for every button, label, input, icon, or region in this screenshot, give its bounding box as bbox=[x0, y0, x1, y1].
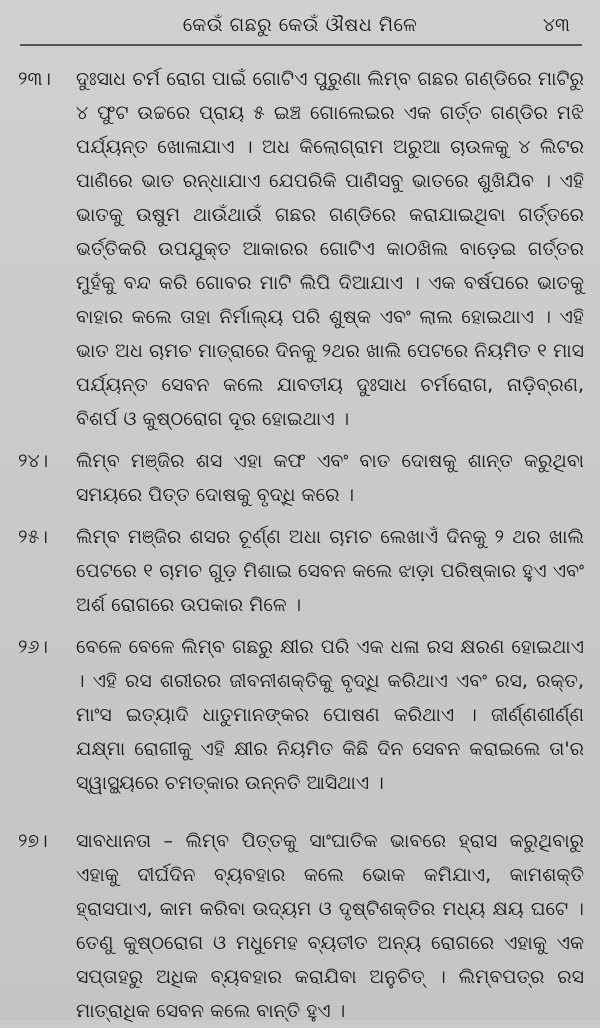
entry-number: ୨୪। bbox=[18, 450, 49, 472]
page-number: ୪୩ bbox=[542, 14, 570, 36]
entry-text: ଲିମ୍ବ ମଞ୍ଜିର ଶସ ଏହା କଫ ଏବଂ ବାତ ଦୋଷକୁ ଶାନ୍ତ କରୁଥିବା ସମୟରେ ପିତ୍ତ ଦୋଷକୁ ବୃଦ୍ଧି କରେ । bbox=[76, 450, 584, 506]
entry-text: ସାବଧାନତା – ଲିମ୍ବ ପିତ୍ତକୁ ସାଂଘାତିକ ଭାବରେ ହ୍ରାସ କରୁଥିବାରୁ ଏହାକୁ ଦୀର୍ଘଦିନ ବ୍ୟବହାର କଲେ ଭୋକ କମିଯାଏ, କାମଶକ୍ତି ହ୍ରାସପାଏ, କାମ କରିବା ଉଦ୍ୟମ ଓ ଦୃଷ୍ଟିଶକ୍ତିର ମଧ୍ୟ କ୍ଷୟ ଘଟେ । ତେଣୁ କୁଷ୍ଠରୋଗ ଓ ମଧୁମେହ ବ୍ୟତୀତ ଅନ୍ୟ ରୋଗରେ ଏହାକୁ ଏକ ସପ୍ତାହରୁ ଅଧିକ ବ୍ୟବହାର କରାଯିବା ଅନୁଚିତ୍ । ଲିମ୍ବପତ୍ର ରସ ମାତ୍ରାଧିକ ସେବନ କଲେ ବାନ୍ତି ହୁଏ । bbox=[76, 830, 584, 1022]
entry-number: ୨୬। bbox=[18, 636, 48, 658]
entry-text: ଦୁଃସାଧ ଚର୍ମ ରୋଗ ପାଇଁ ଗୋଟିଏ ପୁରୁଣା ଲିମ୍ବ ଗଛର ଗଣ୍ଡିରେ ମାଟିରୁ ୪ ଫୁଟ ଉଚ୍ଚରେ ପ୍ରାୟ ୫ ଇଞ୍ଚ ଗୋଲେଇର ଏକ ଗର୍ତ୍ତ ଗଣ୍ଡିର ମଝି ପର୍ଯ୍ୟନ୍ତ ଖୋଳାଯାଏ । ଅଧ କିଲୋଗ୍ରାମ ଅରୁଆ ଚାଉଳକୁ ୪ ଲିଟର ପାଣିରେ ଭାତ ରନ୍ଧାଯାଏ ଯେପରିକି ପାଣିସବୁ ଭାତରେ ଶୁଖିଯିବ । ଏହି ଭାତକୁ ଉଷୁମ ଥାଉଁଥାଉଁ ଗଛର ଗଣ୍ଡିରେ କରାଯାଇଥିବା ଗର୍ତ୍ତରେ ଭର୍ତ୍ତିକରି ଉପଯୁକ୍ତ ଆକାରର ଗୋଟିଏ କାଠଖିଲ ବାଡ଼େଇ ଗର୍ତ୍ତର ମୁହଁକୁ ବନ୍ଦ କରି ଗୋବର ମାଟି ଲିପି ଦିଆଯାଏ । ଏକ ବର୍ଷପରେ ଭାତକୁ ବାହାର କଲେ ତାହା ନିର୍ମାଲ୍ୟ ପରି ଶୁଷ୍କ ଏବଂ ଲାଲ ହୋଇଥାଏ । ଏହି ଭାତ ଅଧ ଚାମଚ ମାତ୍ରାରେ ଦିନକୁ ୨ଥର ଖାଲି ପେଟରେ ନିୟମିତ ୧ ମାସ ପର୍ଯ୍ୟନ୍ତ ସେବନ କଲେ ଯାବତୀୟ ଦୁଃସାଧ ଚର୍ମରୋଗ, ନାଡ଼ିବ୍ରଣ, ବିଶର୍ପ ଓ କୁଷ୍ଠରୋଗ ଦୂର ହୋଇଥାଏ । bbox=[76, 68, 584, 430]
entry-text: ଲିମ୍ବ ମଞ୍ଜିର ଶସର ଚୂର୍ଣ୍ଣ ଅଧା ଚାମଚ ଲେଖାଏଁ ଦିନକୁ ୨ ଥର ଖାଲି ପେଟରେ ୧ ଚାମଚ ଗୁଡ଼ ମିଶାଇ ସେବନ କଲେ ଝାଡ଼ା ପରିଷ୍କାର ହୁଏ ଏବଂ ଅର୍ଶ ରୋଗରେ ଉପକାର ମିଳେ । bbox=[76, 526, 584, 616]
entry-number: ୨୩। bbox=[18, 68, 51, 90]
page-header bbox=[0, 10, 600, 40]
entry-number: ୨୭। bbox=[18, 830, 48, 852]
running-title: କେଉଁ ଗଛରୁ କେଉଁ ଔଷଧ ମିଳେ bbox=[182, 14, 418, 36]
entry-number: ୨୫। bbox=[18, 526, 48, 548]
list-item bbox=[18, 630, 584, 800]
page-body bbox=[18, 62, 584, 1028]
list-item bbox=[18, 824, 584, 1028]
entry-text: ବେଳେ ବେଳେ ଲିମ୍ବ ଗଛରୁ କ୍ଷୀର ପରି ଏକ ଧଳା ରସ କ୍ଷରଣ ହୋଇଥାଏ । ଏହି ରସ ଶରୀରର ଜୀବନୀଶକ୍ତିକୁ ବୃଦ୍ଧି କରିଥାଏ ଏବଂ ରସ, ରକ୍ତ, ମାଂସ ଇତ୍ୟାଦି ଧାତୁମାନଙ୍କର ପୋଷଣ କରିଥାଏ । ଜୀର୍ଣ୍ଣଶୀର୍ଣ୍ଣ ଯକ୍ଷ୍ମା ରୋଗୀକୁ ଏହି କ୍ଷୀର ନିୟମିତ କିଛି ଦିନ ସେବନ କରାଇଲେ ତା'ର ସ୍ୱାସ୍ଥ୍ୟରେ ଚମତ୍କାର ଉନ୍ନତି ଆସିଥାଏ । bbox=[76, 636, 584, 794]
list-item bbox=[18, 62, 584, 436]
list-item bbox=[18, 444, 584, 512]
header-rule bbox=[20, 42, 582, 48]
list-item bbox=[18, 520, 584, 622]
